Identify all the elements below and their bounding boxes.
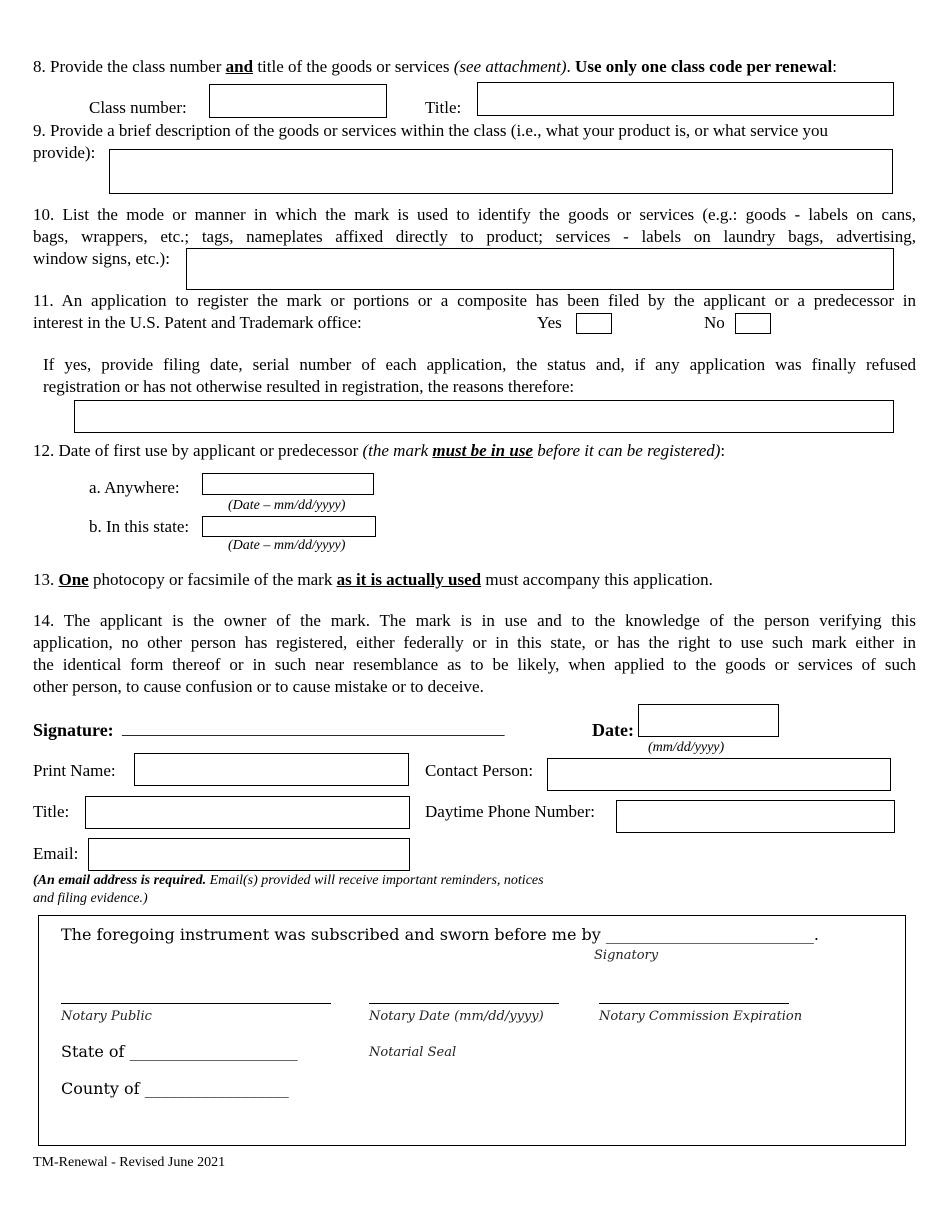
commission-expiration-line[interactable] [599, 1003, 789, 1004]
no-label: No [704, 313, 725, 332]
item13-text: 13. One photocopy or facsimile of the mark as it is actually used must accompany this application. [33, 570, 713, 589]
title-label: Title: [425, 98, 462, 117]
anywhere-label: a. Anywhere: [89, 478, 180, 497]
email-input[interactable] [88, 838, 410, 871]
class-number-input[interactable] [209, 84, 387, 118]
item10-line2: bags, wrappers, etc.; tags, nameplates affixed directly to product; services - labels on laundry bags, advertising, [33, 227, 916, 246]
yes-checkbox[interactable] [576, 313, 612, 334]
email-label: Email: [33, 844, 79, 863]
contact-person-input[interactable] [547, 758, 891, 791]
description-input[interactable] [109, 149, 893, 194]
sworn-statement: The foregoing instrument was subscribed and sworn before me by __________________________. [61, 925, 819, 944]
no-checkbox[interactable] [735, 313, 771, 334]
first-use-anywhere-input[interactable] [202, 473, 374, 495]
commission-expiration-caption: Notary Commission Expiration [599, 1009, 803, 1024]
notary-public-line[interactable] [61, 1003, 331, 1004]
contact-person-label: Contact Person: [425, 761, 534, 780]
signature-date-input[interactable] [638, 704, 779, 737]
phone-input[interactable] [616, 800, 895, 833]
item14-line1: 14. The applicant is the owner of the mark. The mark is in use and to the knowledge of the person verifying this [33, 611, 916, 630]
item14-line3: the identical form thereof or in such near resemblance as to be likely, when applied to the goods or services of such [33, 655, 916, 674]
print-name-label: Print Name: [33, 761, 116, 780]
notarial-seal-caption: Notarial Seal [369, 1045, 457, 1060]
print-name-input[interactable] [134, 753, 409, 786]
item10-line3: window signs, etc.): [33, 249, 170, 268]
notary-section [38, 915, 906, 1146]
state-of-line[interactable]: _____________________ [129, 1042, 298, 1061]
item8-heading: 8. Provide the class number and title of the goods or services (see attachment). Use only one class code per renewal: [33, 57, 837, 76]
notary-date-caption: Notary Date (mm/dd/yyyy) [369, 1009, 544, 1024]
county-of: County of __________________ [61, 1079, 289, 1098]
date-label: Date: [592, 720, 634, 740]
county-of-line[interactable]: __________________ [144, 1079, 289, 1098]
signature-label: Signature: [33, 720, 114, 740]
phone-label: Daytime Phone Number: [425, 802, 595, 821]
class-title-input[interactable] [477, 82, 894, 116]
item11-line1: 11. An application to register the mark or portions or a composite has been filed by the applicant or a predecessor in [33, 291, 916, 310]
item9-text-2: provide): [33, 143, 96, 162]
title-input[interactable] [85, 796, 410, 829]
date-hint-state: (Date – mm/dd/yyyy) [228, 538, 346, 553]
in-state-label: b. In this state: [89, 517, 190, 536]
item12-heading: 12. Date of first use by applicant or predecessor (the mark must be in use before it can be registered): [33, 441, 726, 460]
class-number-label: Class number: [89, 98, 187, 117]
if-yes-line2: registration or has not otherwise resulted in registration, the reasons therefore: [43, 377, 575, 396]
signatory-line[interactable]: __________________________. [605, 925, 819, 944]
notary-public-caption: Notary Public [61, 1009, 152, 1024]
mode-of-use-input[interactable] [186, 248, 894, 290]
yes-label: Yes [537, 313, 562, 332]
email-note: (An email address is required. Email(s) provided will receive important reminders, notices and filing evidence.) [33, 873, 544, 906]
signature-line[interactable]: _____________________________________________ [122, 719, 505, 738]
signature-date-hint: (mm/dd/yyyy) [648, 740, 725, 755]
signatory-caption: Signatory [594, 948, 659, 963]
item14-line2: application, no other person has registered, either federally or in this state, or has the right to use such mark either in [33, 633, 916, 652]
item14-line4: other person, to cause confusion or to cause mistake or to deceive. [33, 677, 484, 696]
item10-line1: 10. List the mode or manner in which the mark is used to identify the goods or services (e.g.: goods - labels on cans, [33, 205, 916, 224]
state-of: State of _____________________ [61, 1042, 298, 1061]
first-use-state-input[interactable] [202, 516, 376, 537]
prior-application-input[interactable] [74, 400, 894, 433]
date-hint-anywhere: (Date – mm/dd/yyyy) [228, 498, 346, 513]
title-field-label: Title: [33, 802, 70, 821]
notary-date-line[interactable] [369, 1003, 559, 1004]
item11-line2: interest in the U.S. Patent and Trademark office: [33, 313, 362, 332]
item9-text: 9. Provide a brief description of the goods or services within the class (i.e., what your product is, or what service you [33, 121, 829, 140]
if-yes-line1: If yes, provide filing date, serial number of each application, the status and, if any application was finally refused [43, 355, 916, 374]
footer-revision: TM-Renewal - Revised June 2021 [33, 1155, 226, 1170]
